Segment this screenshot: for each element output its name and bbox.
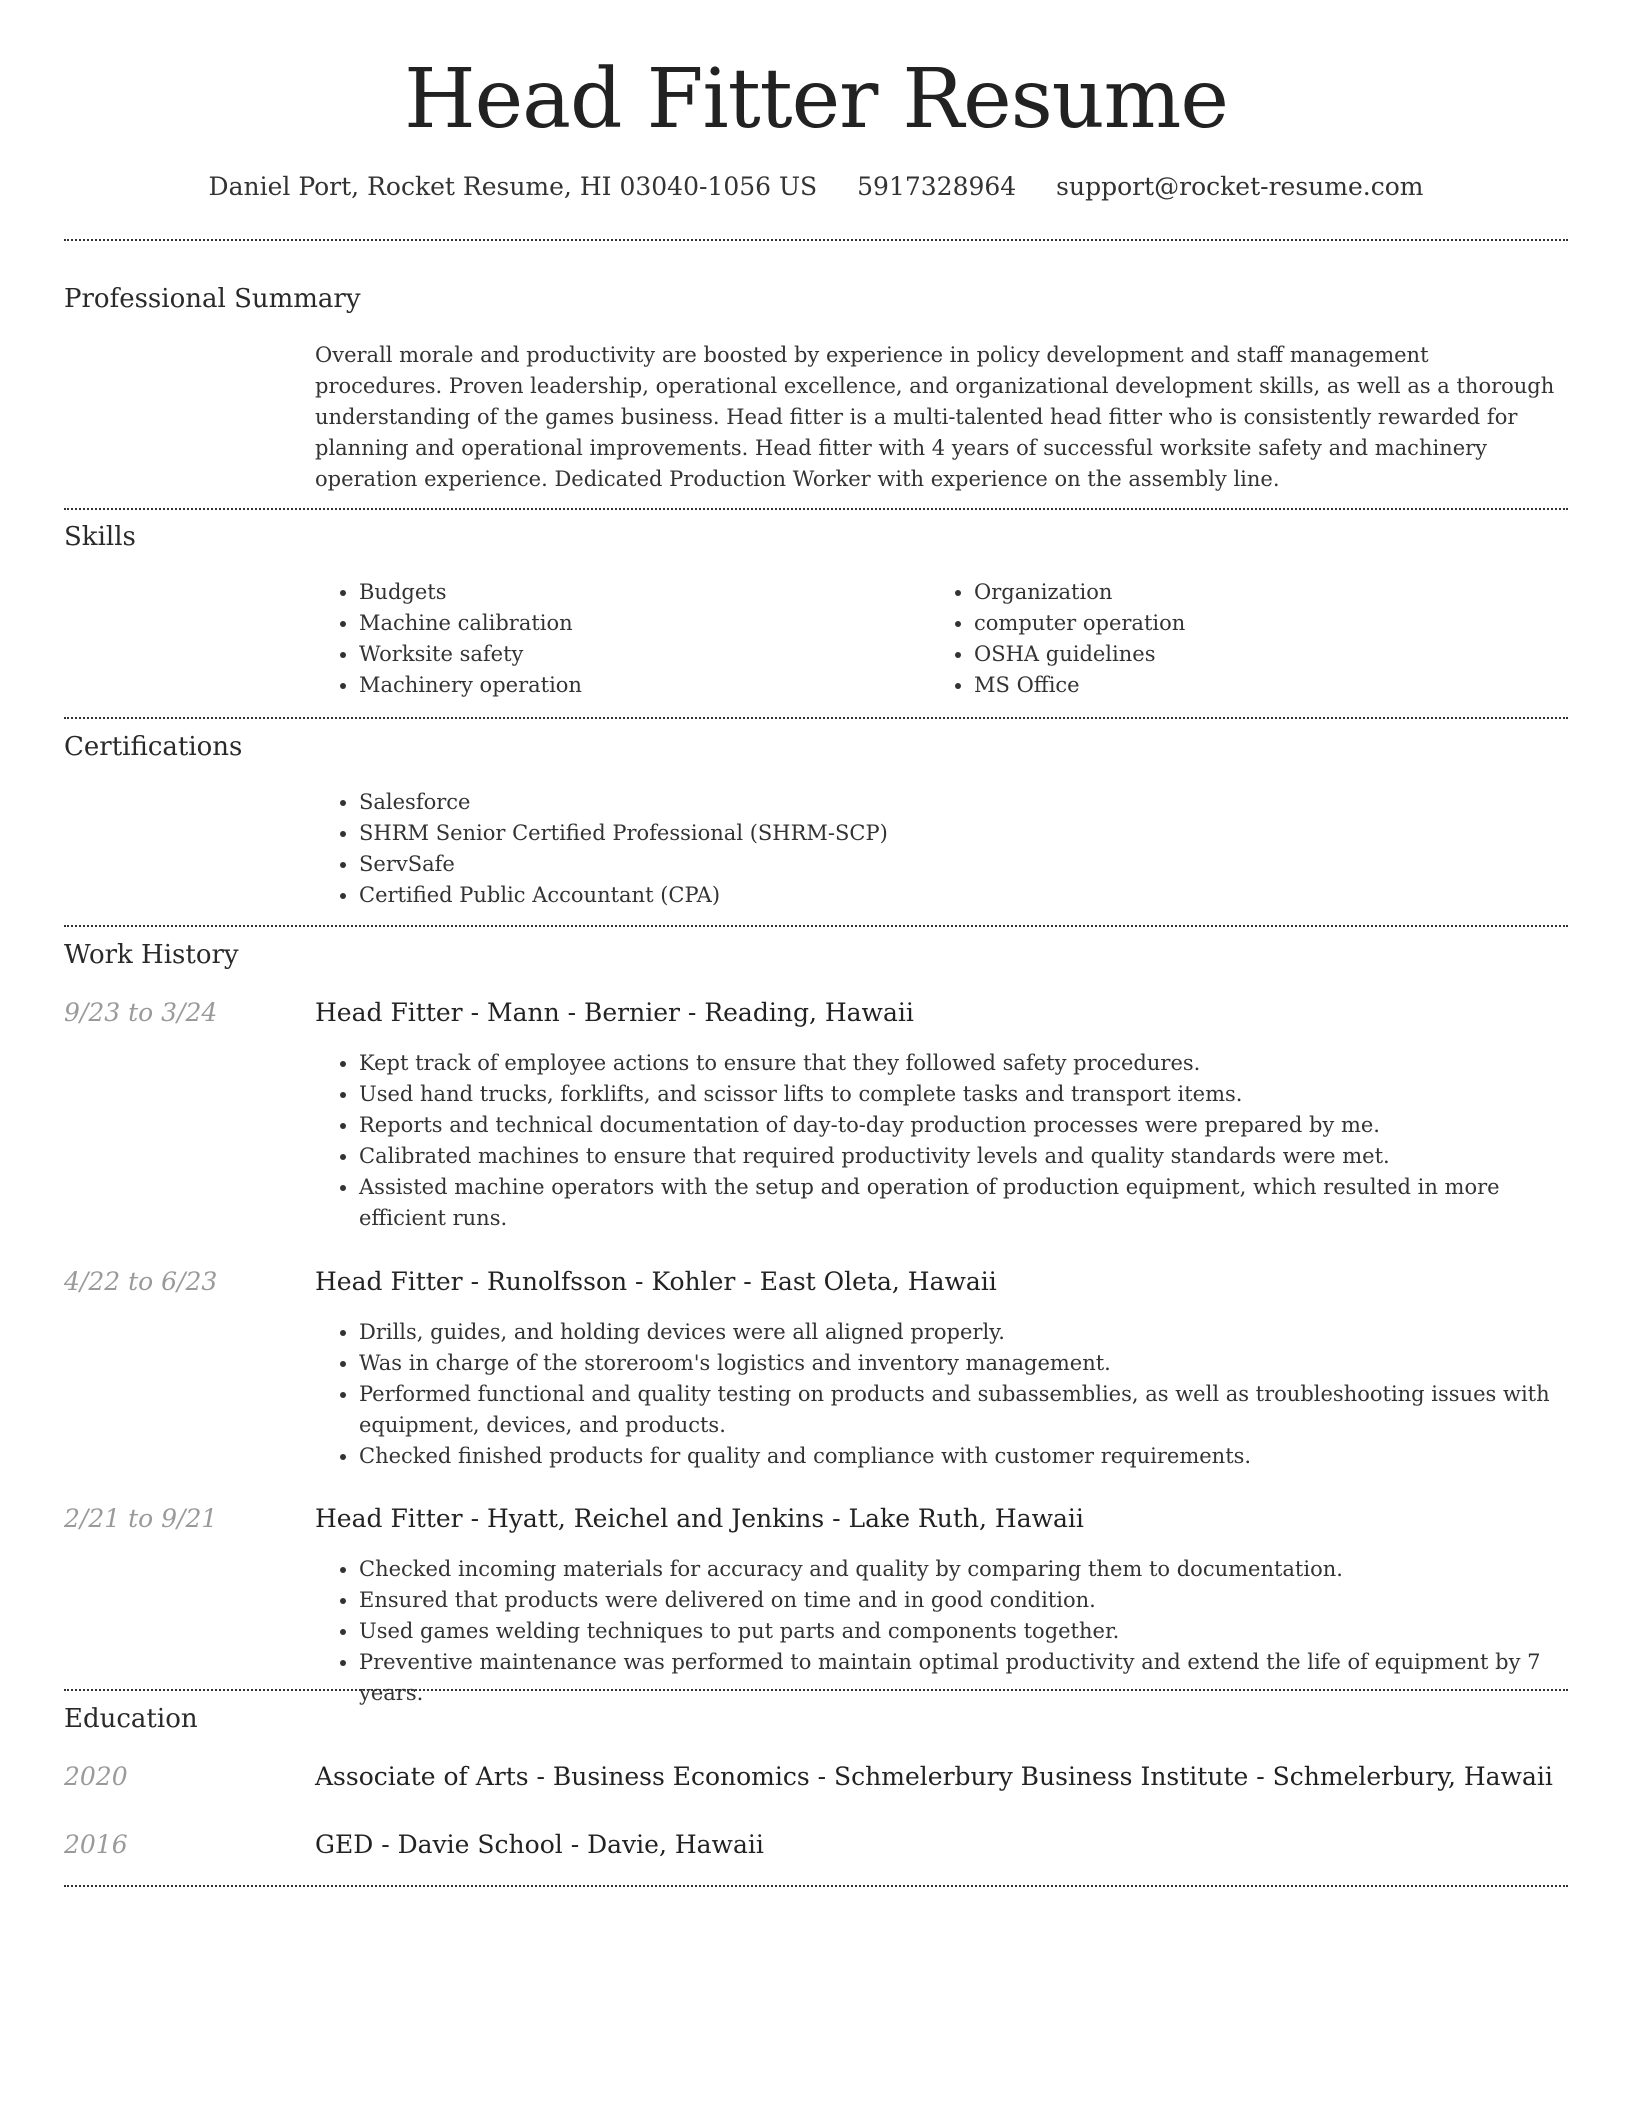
job-bullet: • Checked finished products for quality and compliance with customer requirements.: [359, 1441, 1555, 1472]
contact-address: Daniel Port, Rocket Resume, HI 03040-1056 US: [208, 172, 818, 201]
skill-item: • MS Office: [974, 670, 1530, 701]
job-dates: 9/23 to 3/24: [64, 998, 218, 1027]
job-bullet: • Drills, guides, and holding devices were all aligned properly.: [359, 1317, 1555, 1348]
education-year: 2016: [64, 1830, 128, 1859]
job-bullet: • Was in charge of the storeroom's logistics and inventory management.: [359, 1348, 1555, 1379]
job-bullet: • Checked incoming materials for accuracy and quality by comparing them to documentation.: [359, 1554, 1555, 1585]
skills-left-column: [315, 577, 915, 701]
job-title: Head Fitter - Runolfsson - Kohler - East Oleta, Hawaii: [315, 1267, 997, 1296]
skill-item: • computer operation: [974, 608, 1530, 639]
job-bullet: • Assisted machine operators with the setup and operation of production equipment, which resulted in more efficient runs.: [359, 1172, 1555, 1234]
divider: [64, 239, 1568, 241]
summary-text: Overall morale and productivity are boosted by experience in policy development and staff management procedures. Proven leadership, operational excellence, and organizational development skills, as well as a thorough understanding of the games business. Head fitter is a multi-talented head fitter who is consistently rewarded for planning and operational improvements. Head fitter with 4 years of successful worksite safety and machinery operation experience. Dedicated Production Worker with experience on the assembly line.: [315, 343, 1555, 491]
divider: [64, 1885, 1568, 1887]
skill-item: • Organization: [974, 577, 1530, 608]
section-title-certifications: Certifications: [64, 732, 243, 762]
certifications-block: [315, 787, 1555, 911]
job-bullet: • Used hand trucks, forklifts, and scissor lifts to complete tasks and transport items.: [359, 1079, 1555, 1110]
job-bullet: • Performed functional and quality testing on products and subassemblies, as well as troubleshooting issues with equipment, devices, and products.: [359, 1379, 1555, 1441]
section-title-skills: Skills: [64, 522, 136, 552]
job-bullet: • Used games welding techniques to put parts and components together.: [359, 1616, 1555, 1647]
divider: [64, 1689, 1568, 1691]
job-bullets: [315, 1317, 1555, 1472]
job-bullet: • Kept track of employee actions to ensure that they followed safety procedures.: [359, 1048, 1555, 1079]
education-title: GED - Davie School - Davie, Hawaii: [315, 1830, 764, 1859]
divider: [64, 717, 1568, 719]
education-title: Associate of Arts - Business Economics - Schmelerbury Business Institute - Schmelerbury, Hawaii: [315, 1762, 1553, 1791]
job-title: Head Fitter - Mann - Bernier - Reading, Hawaii: [315, 998, 914, 1027]
skill-item: • Machine calibration: [359, 608, 915, 639]
certification-item: • SHRM Senior Certified Professional (SHRM-SCP): [359, 818, 1555, 849]
section-title-education: Education: [64, 1704, 198, 1734]
job-bullets: [315, 1048, 1555, 1234]
resume-title: Head Fitter Resume: [404, 52, 1228, 147]
divider: [64, 508, 1568, 510]
skill-item: • Budgets: [359, 577, 915, 608]
skills-right-column: [930, 577, 1530, 701]
certification-item: • ServSafe: [359, 849, 1555, 880]
skill-item: • Worksite safety: [359, 639, 915, 670]
job-title: Head Fitter - Hyatt, Reichel and Jenkins - Lake Ruth, Hawaii: [315, 1504, 1084, 1533]
contact-line: [0, 170, 1632, 204]
skill-item: • Machinery operation: [359, 670, 915, 701]
job-dates: 4/22 to 6/23: [64, 1267, 218, 1296]
job-bullet: • Preventive maintenance was performed to maintain optimal productivity and extend the life of equipment by 7 years.: [359, 1647, 1555, 1709]
skill-item: • OSHA guidelines: [974, 639, 1530, 670]
summary-block: [315, 340, 1555, 495]
education-year: 2020: [64, 1762, 128, 1791]
section-title-work-history: Work History: [64, 940, 239, 970]
certification-item: • Salesforce: [359, 787, 1555, 818]
divider: [64, 925, 1568, 927]
job-bullet: • Calibrated machines to ensure that required productivity levels and quality standards were met.: [359, 1141, 1555, 1172]
job-bullet: • Ensured that products were delivered on time and in good condition.: [359, 1585, 1555, 1616]
job-bullets: [315, 1554, 1555, 1709]
contact-phone: 5917328964: [857, 172, 1017, 201]
certification-item: • Certified Public Accountant (CPA): [359, 880, 1555, 911]
job-dates: 2/21 to 9/21: [64, 1504, 218, 1533]
job-bullet: • Reports and technical documentation of day-to-day production processes were prepared by me.: [359, 1110, 1555, 1141]
contact-email: support@rocket-resume.com: [1056, 172, 1424, 201]
section-title-summary: Professional Summary: [64, 284, 361, 314]
